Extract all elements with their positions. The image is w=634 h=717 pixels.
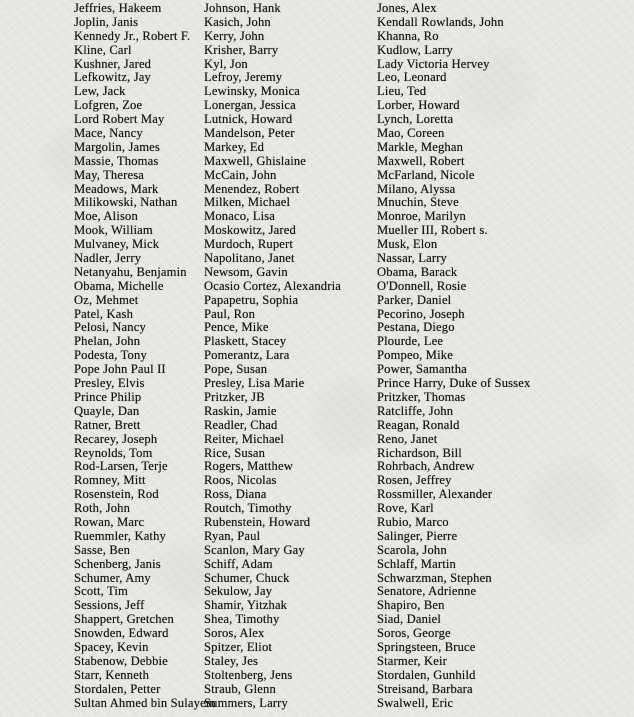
name-entry: Ratner, Brett — [74, 417, 141, 432]
name-entry: Spacey, Kevin — [74, 639, 149, 654]
name-entry: Reiter, Michael — [204, 431, 285, 446]
name-entry: Salinger, Pierre — [377, 528, 458, 543]
name-entry: Nadler, Jerry — [74, 251, 142, 266]
name-entry: Rosenstein, Rod — [74, 487, 159, 502]
name-entry: Mace, Nancy — [74, 126, 143, 141]
name-entry: Rossmiller, Alexander — [377, 487, 493, 502]
name-entry: Straub, Glenn — [204, 681, 276, 696]
name-entry: Murdoch, Rupert — [204, 237, 293, 252]
name-entry: Stordalen, Petter — [74, 681, 161, 696]
name-entry: Pecorino, Joseph — [377, 306, 465, 321]
name-entry: Markey, Ed — [204, 139, 265, 154]
name-entry: Joplin, Janis — [74, 14, 139, 29]
name-entry: Lutnick, Howard — [204, 112, 293, 127]
name-entry: Pomerantz, Lara — [204, 348, 290, 363]
name-entry: Snowden, Edward — [74, 626, 169, 641]
name-entry: O'Donnell, Rosie — [377, 278, 467, 293]
name-entry: Mueller III, Robert s. — [377, 223, 488, 238]
name-entry: Rod-Larsen, Terje — [74, 459, 168, 474]
name-entry: Musk, Elon — [377, 237, 438, 252]
name-entry: Kendall Rowlands, John — [377, 14, 504, 29]
name-entry: Schenberg, Janis — [74, 556, 161, 571]
name-entry: Lorber, Howard — [377, 98, 460, 113]
name-entry: Ruemmler, Kathy — [74, 528, 166, 543]
name-entry: Lieu, Ted — [377, 84, 427, 99]
name-entry: Schwarzman, Stephen — [377, 570, 492, 585]
name-entry: Menendez, Robert — [204, 181, 300, 196]
name-entry: Kline, Carl — [74, 42, 132, 57]
name-entry: McCain, John — [204, 167, 277, 182]
name-entry: Shappert, Gretchen — [74, 612, 174, 627]
name-entry: Romney, Mitt — [74, 473, 146, 488]
name-entry: Mnuchin, Steve — [377, 195, 459, 210]
name-entry: Markle, Meghan — [377, 139, 464, 154]
name-entry: Paul, Ron — [204, 306, 256, 321]
name-entry: Margolin, James — [74, 139, 160, 154]
name-entry: Raskin, Jamie — [204, 403, 277, 418]
name-entry: Scanlon, Mary Gay — [204, 542, 305, 557]
name-entry: Reagan, Ronald — [377, 417, 460, 432]
name-entry: Nassar, Larry — [377, 251, 447, 266]
name-entry: Sultan Ahmed bin Sulayem — [74, 695, 216, 710]
name-entry: Rubenstein, Howard — [204, 514, 311, 529]
name-entry: Lynch, Loretta — [377, 112, 454, 127]
name-entry: Soros, George — [377, 626, 451, 641]
name-entry: Ocasio Cortez, Alexandria — [204, 278, 341, 293]
name-entry: Senatore, Adrienne — [377, 584, 477, 599]
name-entry: Reynolds, Tom — [74, 445, 153, 460]
name-entry: Khanna, Ro — [377, 28, 439, 43]
name-entry: Maxwell, Ghislaine — [204, 153, 307, 168]
name-entry: Rowan, Marc — [74, 514, 145, 529]
name-entry: Parker, Daniel — [377, 292, 452, 307]
name-entry: Rosen, Jeffrey — [377, 473, 452, 488]
name-entry: Jones, Alex — [377, 1, 437, 15]
name-entry: McFarland, Nicole — [377, 167, 475, 182]
name-entry: Rice, Susan — [204, 445, 266, 460]
name-entry: Scarola, John — [377, 542, 447, 557]
name-entry: Patel, Kash — [74, 306, 134, 321]
name-entry: Milken, Michael — [204, 195, 291, 210]
name-entry: Meadows, Mark — [74, 181, 159, 196]
name-entry: Lord Robert May — [74, 112, 165, 127]
name-entry: Netanyahu, Benjamin — [74, 264, 187, 279]
name-entry: Monroe, Marilyn — [377, 209, 466, 224]
name-entry: Roth, John — [74, 501, 131, 516]
name-entry: Reno, Janet — [377, 431, 438, 446]
name-entry: Roos, Nicolas — [204, 473, 277, 488]
name-entry: Starmer, Keir — [377, 653, 447, 668]
name-entry: Moe, Alison — [74, 209, 138, 224]
name-entry: Lady Victoria Hervey — [377, 56, 490, 71]
name-entry: Rove, Karl — [377, 501, 434, 516]
name-entry: Spitzer, Eliot — [204, 639, 273, 654]
name-entry: Rohrbach, Andrew — [377, 459, 475, 474]
name-entry: Kasich, John — [204, 14, 271, 29]
name-entry: Schlaff, Martin — [377, 556, 456, 571]
name-entry: Pompeo, Mike — [377, 348, 453, 363]
name-entry: Plourde, Lee — [377, 334, 444, 349]
name-entry: Pestana, Diego — [377, 320, 455, 335]
name-entry: Pritzker, JB — [204, 389, 265, 404]
name-entry: Quayle, Dan — [74, 403, 140, 418]
name-entry: Mulvaney, Mick — [74, 237, 160, 252]
name-entry: Shamir, Yitzhak — [204, 598, 288, 613]
name-entry: Newsom, Gavin — [204, 264, 288, 279]
name-entry: Phelan, John — [74, 334, 141, 349]
name-entry: Streisand, Barbara — [377, 681, 473, 696]
name-entry: Presley, Lisa Marie — [204, 376, 305, 391]
name-entry: Stabenow, Debbie — [74, 653, 168, 668]
name-entry: Kudlow, Larry — [377, 42, 453, 57]
name-entry: Sessions, Jeff — [74, 598, 145, 613]
name-entry: Swalwell, Eric — [377, 695, 454, 710]
name-entry: Papapetru, Sophia — [204, 292, 299, 307]
name-entry: Ryan, Paul — [204, 528, 261, 543]
name-entry: Monaco, Lisa — [204, 209, 276, 224]
name-entry: Mandelson, Peter — [204, 126, 295, 141]
name-entry: Oz, Mehmet — [74, 292, 139, 307]
name-entry: Prince Philip — [74, 389, 142, 404]
name-entry: Obama, Barack — [377, 264, 458, 279]
name-entry: Massie, Thomas — [74, 153, 159, 168]
name-entry: Prince Harry, Duke of Sussex — [377, 376, 531, 391]
name-entry: Obama, Michelle — [74, 278, 164, 293]
name-entry: Rogers, Matthew — [204, 459, 293, 474]
name-entry: Lew, Jack — [74, 84, 126, 99]
name-column-1 — [74, 2, 216, 710]
name-entry: Summers, Larry — [204, 695, 288, 710]
name-entry: Kennedy Jr., Robert F. — [74, 28, 191, 43]
name-entry: Podesta, Tony — [74, 348, 147, 363]
name-entry: Shea, Timothy — [204, 612, 280, 627]
name-entry: Napolitano, Janet — [204, 251, 295, 266]
name-entry: Pope John Paul II — [74, 362, 166, 377]
name-entry: Soros, Alex — [204, 626, 265, 641]
name-entry: Rubio, Marco — [377, 514, 449, 529]
name-entry: Mook, William — [74, 223, 153, 238]
name-entry: Pope, Susan — [204, 362, 268, 377]
name-entry: Recarey, Joseph — [74, 431, 158, 446]
name-column-2 — [204, 2, 341, 710]
name-entry: Schumer, Chuck — [204, 570, 290, 585]
name-entry: Richardson, Bill — [377, 445, 462, 460]
name-entry: May, Theresa — [74, 167, 144, 182]
name-entry: Plaskett, Stacey — [204, 334, 287, 349]
name-entry: Lonergan, Jessica — [204, 98, 296, 113]
name-entry: Routch, Timothy — [204, 501, 292, 516]
name-entry: Lefroy, Jeremy — [204, 70, 283, 85]
name-entry: Shapiro, Ben — [377, 598, 445, 613]
name-entry: Maxwell, Robert — [377, 153, 465, 168]
name-entry: Schiff, Adam — [204, 556, 273, 571]
name-entry: Scott, Tim — [74, 584, 129, 599]
name-entry: Kerry, John — [204, 28, 265, 43]
name-entry: Pelosi, Nancy — [74, 320, 146, 335]
name-entry: Kushner, Jared — [74, 56, 152, 71]
name-entry: Springsteen, Bruce — [377, 639, 476, 654]
name-entry: Pence, Mike — [204, 320, 269, 335]
name-entry: Lofgren, Zoe — [74, 98, 143, 113]
name-entry: Starr, Kenneth — [74, 667, 150, 682]
name-entry: Johnson, Hank — [204, 1, 281, 15]
name-entry: Jeffries, Hakeem — [74, 1, 162, 15]
name-entry: Leo, Leonard — [377, 70, 447, 85]
name-entry: Moskowitz, Jared — [204, 223, 296, 238]
name-entry: Krisher, Barry — [204, 42, 279, 57]
name-entry: Milikowski, Nathan — [74, 195, 178, 210]
name-entry: Ross, Diana — [204, 487, 267, 502]
name-entry: Schumer, Amy — [74, 570, 151, 585]
name-entry: Stoltenberg, Jens — [204, 667, 293, 682]
name-entry: Staley, Jes — [204, 653, 258, 668]
name-entry: Sasse, Ben — [74, 542, 131, 557]
name-entry: Lewinsky, Monica — [204, 84, 301, 99]
name-entry: Lefkowitz, Jay — [74, 70, 151, 85]
name-entry: Presley, Elvis — [74, 376, 145, 391]
name-entry: Sekulow, Jay — [204, 584, 273, 599]
name-entry: Power, Samantha — [377, 362, 467, 377]
name-entry: Kyl, Jon — [204, 56, 248, 71]
name-entry: Milano, Alyssa — [377, 181, 456, 196]
name-column-3 — [377, 2, 530, 710]
name-entry: Readler, Chad — [204, 417, 278, 432]
name-entry: Stordalen, Gunhild — [377, 667, 476, 682]
name-entry: Siad, Daniel — [377, 612, 442, 627]
name-entry: Ratcliffe, John — [377, 403, 454, 418]
name-entry: Mao, Coreen — [377, 126, 445, 141]
name-entry: Pritzker, Thomas — [377, 389, 466, 404]
